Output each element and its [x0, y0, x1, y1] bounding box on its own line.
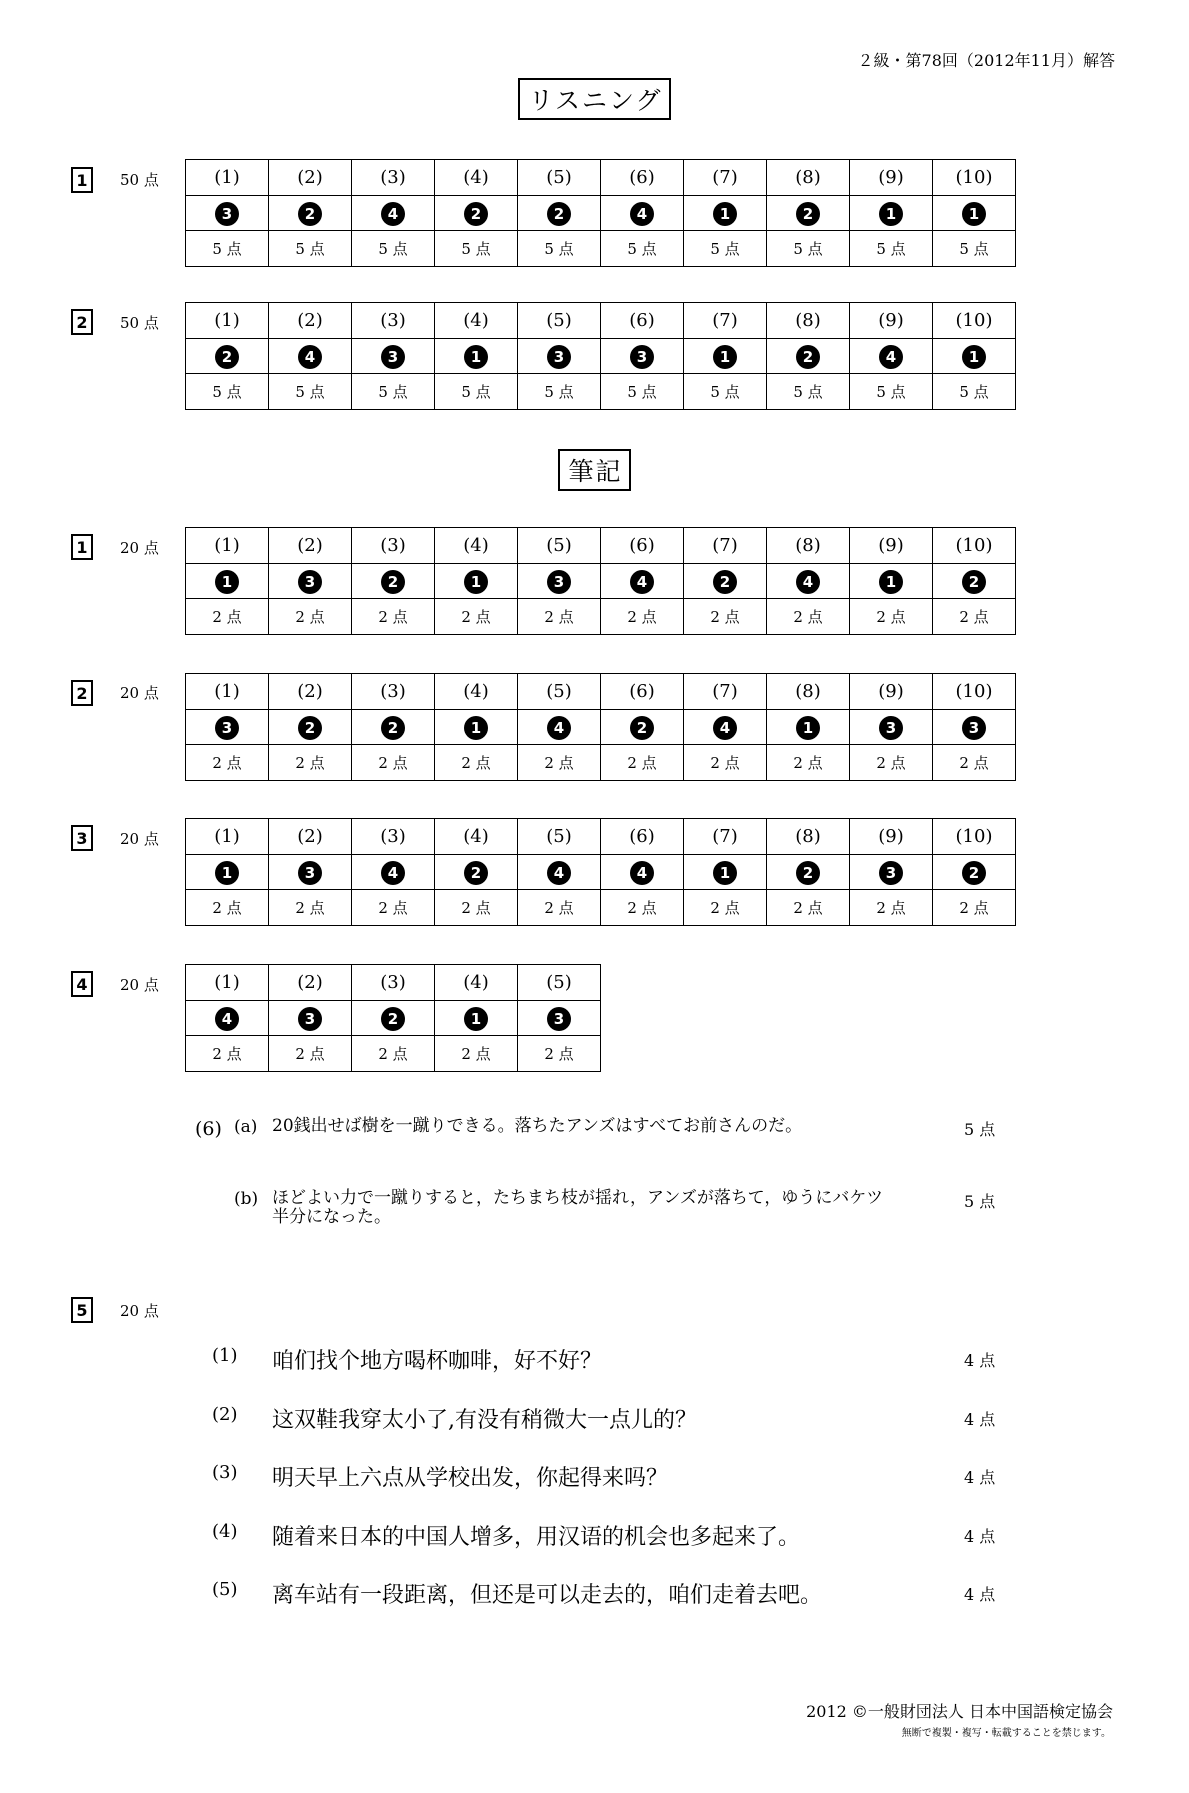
score-cell: 5 点: [933, 231, 1016, 267]
item-number-cell: (1): [186, 965, 269, 1001]
writing-title: [0, 449, 1189, 491]
q5-item-label: (1): [212, 1345, 238, 1366]
answer-cell: [269, 564, 352, 599]
item-number-cell: (4): [435, 160, 518, 196]
circled-answer: 2: [381, 570, 405, 594]
q5-item-label: (4): [212, 1521, 238, 1542]
score-cell: 2 点: [435, 890, 518, 926]
answer-table: [185, 527, 1016, 635]
item-number-cell: (7): [684, 528, 767, 564]
answer-row: [186, 1036, 601, 1072]
circled-answer: 2: [215, 345, 239, 369]
item-number-cell: (8): [767, 160, 850, 196]
item-number-cell: (6): [601, 819, 684, 855]
score-cell: 2 点: [186, 745, 269, 781]
score-cell: 5 点: [767, 374, 850, 410]
answer-cell: [767, 339, 850, 374]
item-number-cell: (9): [850, 819, 933, 855]
item-number-cell: (7): [684, 674, 767, 710]
circled-answer: 4: [713, 716, 737, 740]
score-cell: 5 点: [352, 374, 435, 410]
part6a-text: 20銭出せば樹を一蹴りできる。落ちたアンズはすべてお前さんのだ。: [272, 1116, 803, 1136]
question-number: 1: [71, 167, 93, 193]
item-number-cell: (8): [767, 674, 850, 710]
q5-item-text: 随着来日本的中国人增多，用汉语的机会也多起来了。: [272, 1525, 801, 1550]
score-cell: 5 点: [269, 374, 352, 410]
answer-cell: [767, 564, 850, 599]
score-cell: 2 点: [850, 599, 933, 635]
answer-cell: [186, 196, 269, 231]
item-number-cell: (2): [269, 160, 352, 196]
item-number-cell: (1): [186, 819, 269, 855]
answer-row: [186, 599, 1016, 635]
score-cell: 2 点: [352, 890, 435, 926]
score-cell: 5 点: [518, 374, 601, 410]
q5-item-points: 4 点: [964, 1410, 996, 1429]
score-cell: 5 点: [684, 231, 767, 267]
circled-answer: 3: [547, 570, 571, 594]
answer-row: [186, 1001, 601, 1036]
answer-cell: [435, 1001, 518, 1036]
answer-table: [185, 964, 601, 1072]
circled-answer: 2: [298, 202, 322, 226]
score-cell: 2 点: [684, 599, 767, 635]
circled-answer: 3: [547, 1007, 571, 1031]
answer-cell: [435, 339, 518, 374]
item-number-cell: (9): [850, 160, 933, 196]
score-cell: 5 点: [850, 231, 933, 267]
answer-cell: [684, 855, 767, 890]
answer-table: [185, 673, 1016, 781]
score-cell: 2 点: [186, 890, 269, 926]
circled-answer: 2: [547, 202, 571, 226]
score-cell: 2 点: [933, 890, 1016, 926]
circled-answer: 2: [796, 861, 820, 885]
circled-answer: 4: [630, 202, 654, 226]
score-cell: 2 点: [850, 890, 933, 926]
answer-cell: [352, 855, 435, 890]
score-cell: 2 点: [933, 745, 1016, 781]
circled-answer: 1: [962, 345, 986, 369]
item-number-cell: (5): [518, 303, 601, 339]
q5-item-text: 这双鞋我穿太小了,有没有稍微大一点儿的？: [272, 1408, 697, 1433]
score-cell: 2 点: [435, 745, 518, 781]
circled-answer: 4: [381, 202, 405, 226]
item-number-cell: (2): [269, 819, 352, 855]
answer-cell: [933, 196, 1016, 231]
q5-item-points: 4 点: [964, 1351, 996, 1370]
answer-row: [186, 890, 1016, 926]
score-cell: 2 点: [518, 1036, 601, 1072]
q5-item-points: 4 点: [964, 1527, 996, 1546]
score-cell: 2 点: [601, 599, 684, 635]
answer-cell: [684, 564, 767, 599]
question-number: 5: [71, 1297, 93, 1323]
item-number-cell: (4): [435, 528, 518, 564]
circled-answer: 1: [215, 861, 239, 885]
item-number-cell: (9): [850, 528, 933, 564]
answer-cell: [850, 196, 933, 231]
part6a-points: 5 点: [964, 1120, 996, 1139]
listening-title: [0, 78, 1189, 120]
item-number-cell: (10): [933, 303, 1016, 339]
score-cell: 5 点: [767, 231, 850, 267]
item-number-cell: (4): [435, 965, 518, 1001]
item-number-cell: (7): [684, 160, 767, 196]
item-number-cell: (6): [601, 160, 684, 196]
answer-cell: [601, 339, 684, 374]
circled-answer: 3: [879, 716, 903, 740]
question-number: 1: [71, 534, 93, 560]
item-number-cell: (6): [601, 674, 684, 710]
score-cell: 5 点: [933, 374, 1016, 410]
answer-table: [185, 818, 1016, 926]
item-number-cell: (3): [352, 819, 435, 855]
circled-answer: 3: [215, 716, 239, 740]
circled-answer: 1: [879, 570, 903, 594]
answer-row: [186, 339, 1016, 374]
circled-answer: 1: [464, 716, 488, 740]
answer-cell: [352, 710, 435, 745]
circled-answer: 4: [547, 716, 571, 740]
score-cell: 5 点: [435, 231, 518, 267]
score-cell: 2 点: [352, 1036, 435, 1072]
answer-cell: [518, 1001, 601, 1036]
circled-answer: 2: [796, 345, 820, 369]
answer-cell: [933, 855, 1016, 890]
score-cell: 2 点: [518, 745, 601, 781]
circled-answer: 1: [215, 570, 239, 594]
circled-answer: 2: [464, 861, 488, 885]
listening-title-text: リスニング: [518, 78, 670, 120]
answer-cell: [352, 1001, 435, 1036]
copyright: 2012 ©一般財団法人 日本中国語検定協会: [806, 1702, 1113, 1721]
answer-cell: [269, 196, 352, 231]
item-number-cell: (3): [352, 674, 435, 710]
item-number-cell: (5): [518, 819, 601, 855]
score-cell: 2 点: [767, 599, 850, 635]
circled-answer: 4: [879, 345, 903, 369]
score-cell: 2 点: [518, 599, 601, 635]
score-cell: 2 点: [269, 599, 352, 635]
score-cell: 2 点: [186, 1036, 269, 1072]
answer-cell: [435, 564, 518, 599]
item-number-cell: (3): [352, 160, 435, 196]
answer-cell: [518, 710, 601, 745]
item-number-cell: (10): [933, 819, 1016, 855]
answer-cell: [767, 196, 850, 231]
answer-cell: [186, 710, 269, 745]
item-number-cell: (8): [767, 819, 850, 855]
circled-answer: 4: [630, 861, 654, 885]
score-cell: 5 点: [601, 231, 684, 267]
circled-answer: 2: [381, 1007, 405, 1031]
answer-cell: [850, 339, 933, 374]
item-number-cell: (2): [269, 674, 352, 710]
part6b-text: ほどよい力で一蹴りすると，たちまち枝が揺れ，アンズが落ちて，ゆうにバケツ半分になった。: [272, 1188, 884, 1227]
circled-answer: 2: [464, 202, 488, 226]
score-cell: 2 点: [435, 1036, 518, 1072]
item-number-cell: (9): [850, 303, 933, 339]
score-cell: 5 点: [435, 374, 518, 410]
circled-answer: 2: [962, 861, 986, 885]
circled-answer: 1: [464, 570, 488, 594]
answer-cell: [601, 196, 684, 231]
answer-cell: [684, 196, 767, 231]
q5-item-points: 4 点: [964, 1468, 996, 1487]
item-number-cell: (10): [933, 528, 1016, 564]
answer-cell: [933, 564, 1016, 599]
answer-row: [186, 564, 1016, 599]
answer-cell: [269, 855, 352, 890]
score-cell: 5 点: [269, 231, 352, 267]
part6b-points: 5 点: [964, 1192, 996, 1211]
answer-cell: [269, 339, 352, 374]
score-cell: 5 点: [850, 374, 933, 410]
circled-answer: 1: [464, 1007, 488, 1031]
item-number-cell: (3): [352, 965, 435, 1001]
answer-cell: [601, 564, 684, 599]
circled-answer: 3: [381, 345, 405, 369]
circled-answer: 2: [796, 202, 820, 226]
circled-answer: 2: [962, 570, 986, 594]
circled-answer: 4: [796, 570, 820, 594]
q5-item-label: (3): [212, 1462, 238, 1483]
answer-cell: [601, 710, 684, 745]
answer-row: [186, 745, 1016, 781]
score-cell: 2 点: [269, 745, 352, 781]
item-number-cell: (2): [269, 303, 352, 339]
item-number-cell: (2): [269, 528, 352, 564]
item-number-cell: (8): [767, 528, 850, 564]
item-number-cell: (4): [435, 819, 518, 855]
question-number: 2: [71, 309, 93, 335]
question-number: 3: [71, 825, 93, 851]
circled-answer: 2: [298, 716, 322, 740]
answer-row: [186, 710, 1016, 745]
question-number: 2: [71, 680, 93, 706]
item-number-cell: (8): [767, 303, 850, 339]
q5-item-label: (5): [212, 1579, 238, 1600]
circled-answer: 3: [879, 861, 903, 885]
item-number-cell: (7): [684, 303, 767, 339]
score-cell: 2 点: [352, 599, 435, 635]
answer-cell: [435, 196, 518, 231]
item-number-cell: (1): [186, 528, 269, 564]
answer-row: [186, 160, 1016, 196]
answer-cell: [435, 855, 518, 890]
item-number-cell: (9): [850, 674, 933, 710]
reproduction-notice: 無断で複製・複写・転載することを禁じます。: [901, 1728, 1111, 1739]
score-cell: 2 点: [684, 890, 767, 926]
answer-cell: [186, 1001, 269, 1036]
question-points: 20 点: [120, 830, 159, 848]
question-points: 20 点: [120, 539, 159, 557]
score-cell: 2 点: [933, 599, 1016, 635]
answer-cell: [933, 339, 1016, 374]
circled-answer: 3: [298, 1007, 322, 1031]
answer-cell: [850, 855, 933, 890]
answer-cell: [186, 564, 269, 599]
answer-cell: [933, 710, 1016, 745]
q5-item-label: (2): [212, 1404, 238, 1425]
answer-cell: [186, 855, 269, 890]
circled-answer: 3: [962, 716, 986, 740]
answer-cell: [684, 339, 767, 374]
score-cell: 2 点: [352, 745, 435, 781]
item-number-cell: (5): [518, 160, 601, 196]
circled-answer: 4: [630, 570, 654, 594]
answer-row: [186, 965, 601, 1001]
circled-answer: 3: [298, 570, 322, 594]
answer-cell: [601, 855, 684, 890]
answer-row: [186, 196, 1016, 231]
score-cell: 2 点: [850, 745, 933, 781]
answer-cell: [352, 564, 435, 599]
score-cell: 5 点: [186, 374, 269, 410]
answer-table: [185, 159, 1016, 267]
circled-answer: 4: [547, 861, 571, 885]
item-number-cell: (1): [186, 674, 269, 710]
question-points: 50 点: [120, 171, 159, 189]
score-cell: 5 点: [186, 231, 269, 267]
circled-answer: 2: [630, 716, 654, 740]
item-number-cell: (3): [352, 528, 435, 564]
item-number-cell: (5): [518, 528, 601, 564]
answer-row: [186, 303, 1016, 339]
writing-title-text: 筆記: [558, 449, 630, 491]
score-cell: 2 点: [518, 890, 601, 926]
question-points: 20 点: [120, 684, 159, 702]
q5-item-text: 明天早上六点从学校出发，你起得来吗？: [272, 1466, 669, 1491]
circled-answer: 3: [298, 861, 322, 885]
circled-answer: 1: [879, 202, 903, 226]
question-points: 20 点: [120, 1302, 159, 1320]
answer-cell: [684, 710, 767, 745]
item-number-cell: (1): [186, 303, 269, 339]
answer-row: [186, 855, 1016, 890]
item-number-cell: (1): [186, 160, 269, 196]
question-points: 20 点: [120, 976, 159, 994]
score-cell: 2 点: [601, 890, 684, 926]
q5-item-points: 4 点: [964, 1585, 996, 1604]
score-cell: 2 点: [767, 890, 850, 926]
score-cell: 2 点: [186, 599, 269, 635]
item-number-cell: (4): [435, 674, 518, 710]
answer-cell: [518, 339, 601, 374]
score-cell: 2 点: [269, 1036, 352, 1072]
answer-row: [186, 374, 1016, 410]
q5-item-text: 离车站有一段距离，但还是可以走去的，咱们走着去吧。: [272, 1583, 823, 1608]
item-number-cell: (6): [601, 528, 684, 564]
answer-cell: [269, 710, 352, 745]
answer-cell: [850, 710, 933, 745]
answer-cell: [850, 564, 933, 599]
circled-answer: 1: [713, 861, 737, 885]
part6b-label: (b): [234, 1189, 259, 1209]
answer-cell: [435, 710, 518, 745]
score-cell: 5 点: [601, 374, 684, 410]
answer-cell: [352, 339, 435, 374]
answer-row: [186, 674, 1016, 710]
circled-answer: 3: [547, 345, 571, 369]
circled-answer: 1: [962, 202, 986, 226]
answer-cell: [518, 564, 601, 599]
circled-answer: 1: [464, 345, 488, 369]
answer-row: [186, 528, 1016, 564]
item-number-cell: (5): [518, 965, 601, 1001]
q5-item-text: 咱们找个地方喝杯咖啡，好不好？: [272, 1349, 603, 1374]
part6a-label: (a): [234, 1117, 258, 1137]
circled-answer: 1: [713, 345, 737, 369]
question-points: 50 点: [120, 314, 159, 332]
item-number-cell: (6): [601, 303, 684, 339]
answer-cell: [518, 855, 601, 890]
circled-answer: 1: [713, 202, 737, 226]
item-number-cell: (4): [435, 303, 518, 339]
circled-answer: 2: [713, 570, 737, 594]
score-cell: 2 点: [435, 599, 518, 635]
question-number: 4: [71, 971, 93, 997]
item-number-cell: (3): [352, 303, 435, 339]
circled-answer: 1: [796, 716, 820, 740]
score-cell: 2 点: [269, 890, 352, 926]
item-number-cell: (5): [518, 674, 601, 710]
item-number-cell: (2): [269, 965, 352, 1001]
answer-cell: [767, 855, 850, 890]
exam-label: ２級・第78回（2012年11月）解答: [857, 51, 1115, 70]
circled-answer: 4: [215, 1007, 239, 1031]
answer-table: [185, 302, 1016, 410]
answer-cell: [518, 196, 601, 231]
answer-cell: [186, 339, 269, 374]
circled-answer: 2: [381, 716, 405, 740]
score-cell: 5 点: [518, 231, 601, 267]
score-cell: 5 点: [352, 231, 435, 267]
score-cell: 2 点: [601, 745, 684, 781]
score-cell: 5 点: [684, 374, 767, 410]
item-number-cell: (7): [684, 819, 767, 855]
score-cell: 2 点: [767, 745, 850, 781]
part6-label: (6): [195, 1118, 222, 1140]
item-number-cell: (10): [933, 674, 1016, 710]
circled-answer: 4: [381, 861, 405, 885]
circled-answer: 3: [215, 202, 239, 226]
answer-row: [186, 231, 1016, 267]
answer-row: [186, 819, 1016, 855]
score-cell: 2 点: [684, 745, 767, 781]
item-number-cell: (10): [933, 160, 1016, 196]
circled-answer: 4: [298, 345, 322, 369]
circled-answer: 3: [630, 345, 654, 369]
answer-cell: [269, 1001, 352, 1036]
answer-cell: [767, 710, 850, 745]
answer-cell: [352, 196, 435, 231]
